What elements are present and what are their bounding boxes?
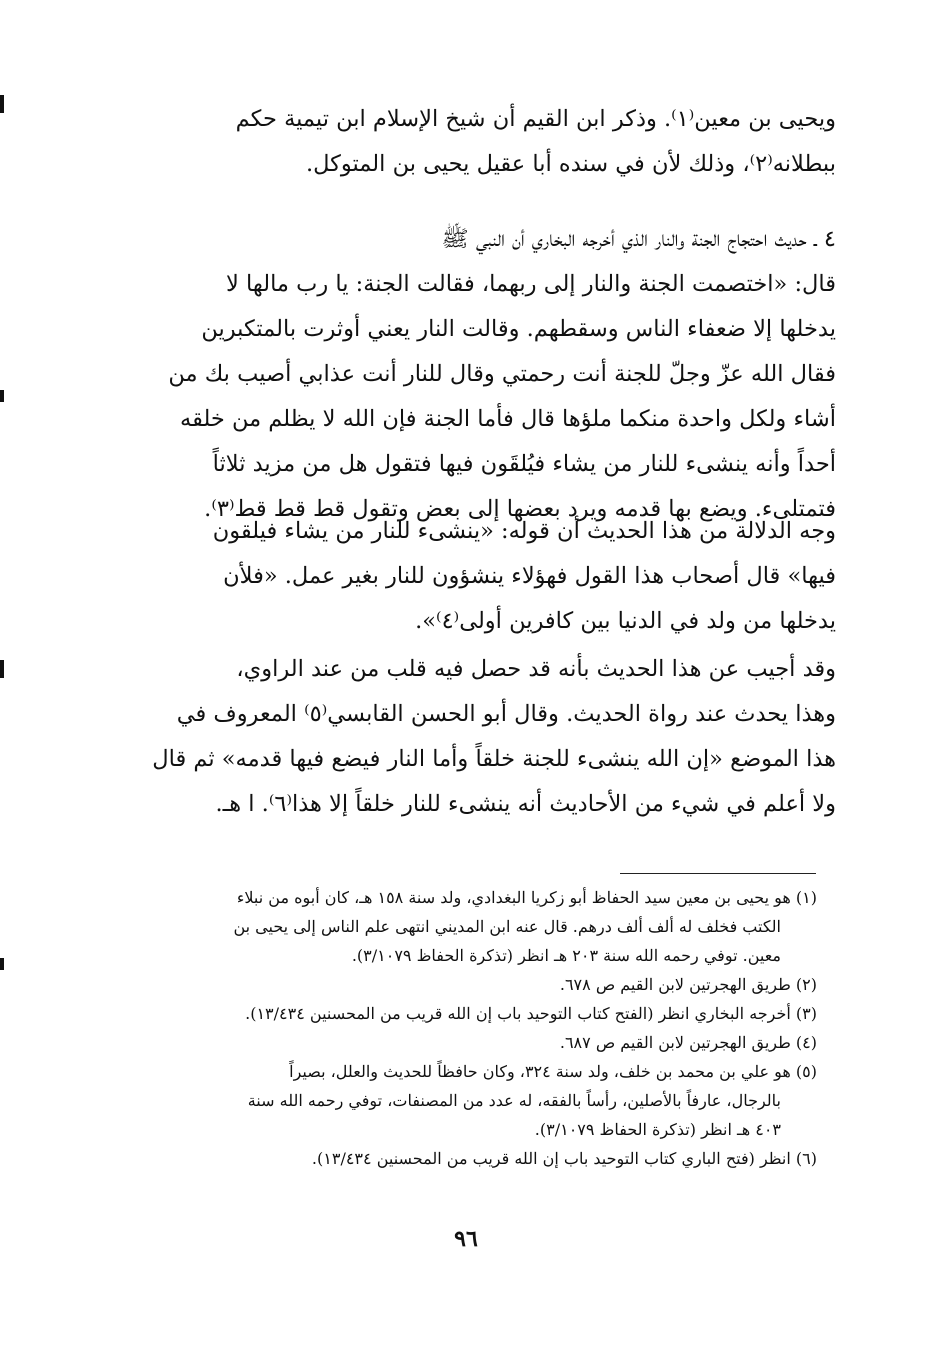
footnote-6 [112,1144,817,1173]
scan-margin-mark [0,390,4,402]
text-line: ويحيى بن معين⁽١⁾. وذكر ابن القيم أن شيخ الإسلام ابن تيمية حكم [235,106,836,132]
scan-margin-mark [0,95,4,113]
footnotes [112,883,817,1173]
text-line: فقال الله عزّ وجلّ للجنة أنت رحمتي وقال للنار أنت عذابي أصيب بك من [168,361,836,387]
text-line: يدخلها إلا ضعفاء الناس وسقطهم. وقالت النار يعني أوثرت بالمتكبرين [201,316,836,342]
page-number: ٩٦ [454,1226,478,1252]
text-line: أشاء ولكل واحدة منكما ملؤها قال فأما الجنة فإن الله لا يظلم من خلقه [180,406,836,432]
paragraph-4 [112,647,836,827]
text-line: ولا أعلم في شيء من الأحاديث أنه ينشىء للنار خلقاً إلا هذا⁽٦⁾. ا هـ. [215,791,836,817]
footnote-5 [112,1057,817,1144]
footnote-line: بالرجال، عارفاً بالأصلين، رأساً بالفقه، له عدد من المصنفات، توفي رحمه الله سنة [247,1091,781,1110]
text-line: قال: «اختصمت الجنة والنار إلى ربهما، فقالت الجنة: يا رب مالها لا [226,271,836,297]
text-line: أحداً وأنه ينشىء للنار من يشاء فيُلقَون فيها فتقول هل من مزيد ثلاثاً [212,451,836,477]
text-line: وجه الدلالة من هذا الحديث أن قوله: «ينشىء للنار من يشاء فيلقون [212,518,836,544]
footnote-line: (٥) هو علي بن محمد بن خلف، ولد سنة ٣٢٤، وكان حافظاً للحديث والعلل، بصيراً [289,1062,817,1081]
paragraph-3 [112,509,836,644]
paragraph-2 [112,217,836,532]
footnote-2 [112,970,817,999]
scan-margin-mark [0,958,4,970]
footnote-line: (٣) أخرجه البخاري انظر (الفتح كتاب التوحيد باب إن الله قريب من المحسنين ١٣/٤٣٤). [245,1004,817,1023]
text-line: وهذا يحدث عند رواة الحديث. وقال أبو الحسن القابسي⁽٥⁾ المعروف في [176,701,836,727]
text-line: هذا الموضع «إن الله ينشىء للجنة خلقاً وأما النار فيضع فيها قدمه» ثم قال [152,746,836,772]
paragraph-1 [112,97,836,187]
footnote-separator [620,873,816,874]
scan-margin-mark [0,660,4,678]
text-line: ببطلانه⁽٢⁾، وذلك لأن في سنده أبا عقيل يحيى بن المتوكل. [305,151,836,177]
footnote-line: (٤) طريق الهجرتين لابن القيم ص ٦٨٧. [559,1033,817,1052]
text-line: ٤ ـ حديث احتجاج الجنة والنار الذي أخرجه البخاري أن النبي ﷺ [441,226,836,252]
footnote-line: الكتب فخلف له ألف ألف درهم. قال عنه ابن المديني انتهى علم الناس إلى يحيى بن [233,917,781,936]
text-line: يدخلها من ولد في الدنيا بين كافرين أولى⁽٤⁾». [415,608,836,634]
footnote-3 [112,999,817,1028]
footnote-line: (١) هو يحيى بن معين سيد الحفاظ أبو زكريا البغدادي، ولد سنة ١٥٨ هـ، كان أبوه من نبلاء [236,888,817,907]
footnote-line: (٢) طريق الهجرتين لابن القيم ص ٦٧٨. [559,975,817,994]
footnote-line: ٤٠٣ هـ انظر (تذكرة الحفاظ ٣/١٠٧٩). [534,1120,781,1139]
text-line: فتمتلىء. ويضع بها قدمه ويرد بعضها إلى بعض وتقول قط قط قط⁽٣⁾. [204,496,836,522]
footnote-line: معين. توفي رحمه الله سنة ٢٠٣ هـ انظر (تذكرة الحفاظ ٣/١٠٧٩). [351,946,781,965]
footnote-1 [112,883,817,970]
footnote-4 [112,1028,817,1057]
text-line: فيها» قال أصحاب هذا القول فهؤلاء ينشؤون للنار بغير عمل. «فلأن [223,563,836,589]
footnote-line: (٦) انظر (فتح الباري كتاب التوحيد باب إن الله قريب من المحسنين ١٣/٤٣٤). [311,1149,817,1168]
text-line: وقد أجيب عن هذا الحديث بأنه قد حصل فيه قلب من عند الراوي، [236,656,836,682]
